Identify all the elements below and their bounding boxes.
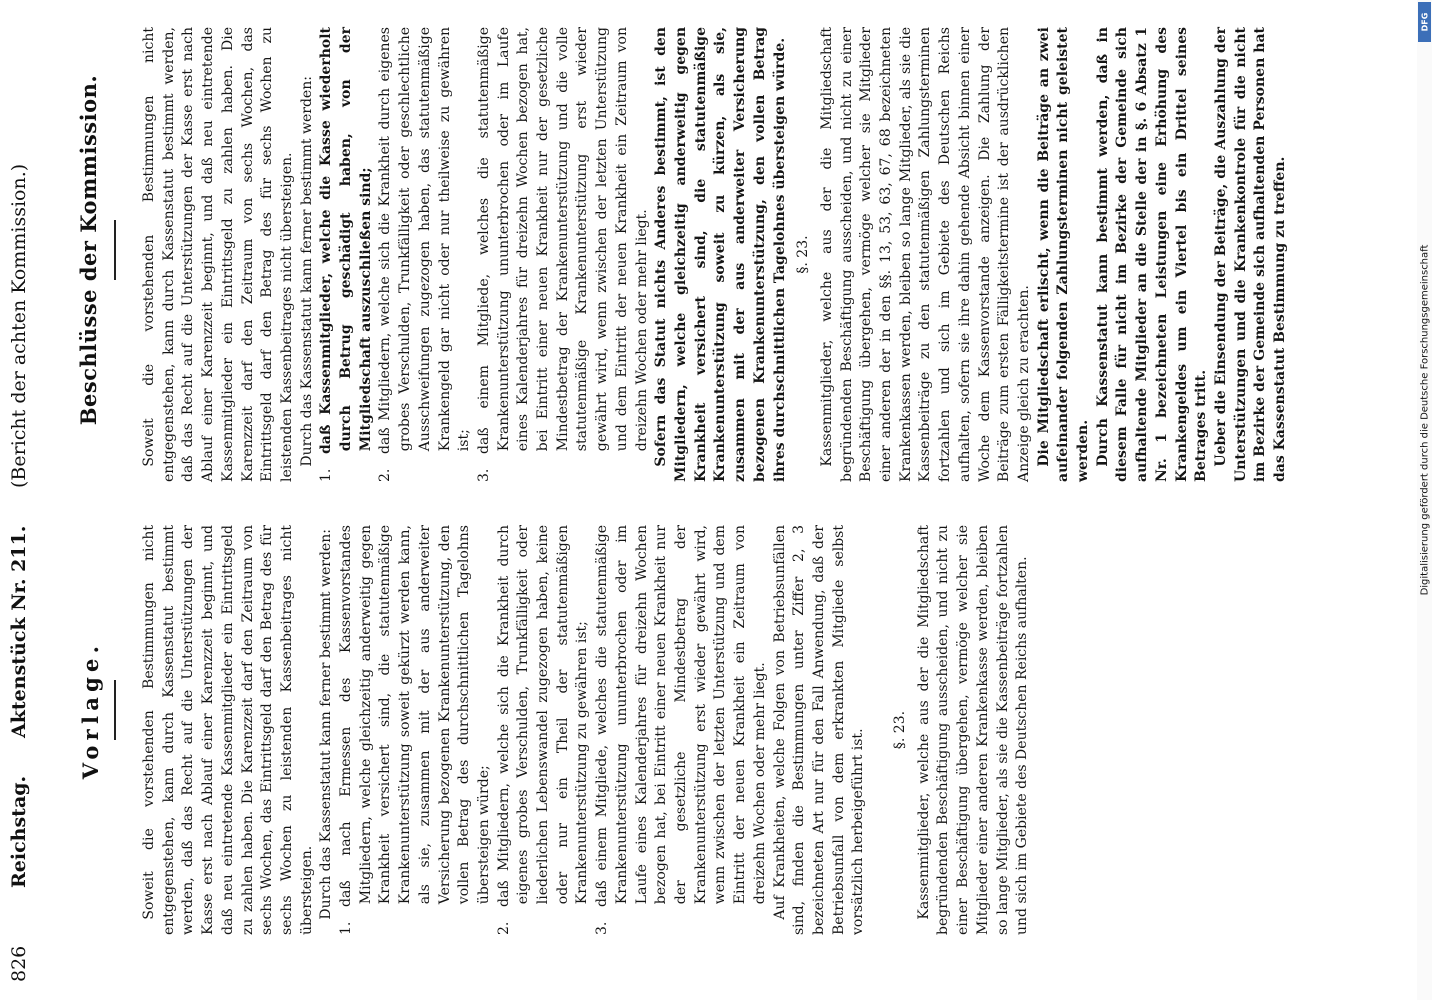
page-number: 826 bbox=[8, 945, 30, 982]
beschluesse-item-3-number: 3. bbox=[475, 468, 492, 482]
beschluesse-item-3-text: daß einem Mitgliede, welches die statutenmäßige Krankenunterstützung ununterbrochen oder im Laufe eines Kalenderjahres für dreizehn Wochen bezogen hat, bei Eintritt einer neuen Krankheit nur der gesetzliche Mindestbetrag der Krankenunterstützung und die volle statutenmäßige Krankenunterstützung erst wieder gewährt wird, wenn zwischen der letzten Unterstützung und dem Eintritt der neuen Krankheit ein Zeitraum von dreizehn Wochen oder mehr liegt. bbox=[475, 27, 650, 454]
beschluesse-item-1-text: daß Kassenmitglieder, welche die Kasse wiederholt durch Betrug geschädigt haben, von der Mitgliedschaft auszuschließen sind; bbox=[318, 27, 374, 454]
vorlage-item-1-text: daß nach Ermessen des Kassenvorstandes Mitgliedern, welche gleichzeitig anderweitig gegen Krankheit versichert sind, die statutenmäßige Krankenunterstützung soweit gekürzt werden kann, als sie, zusammen mit der aus anderweiter Versicherung bezogenen Krankenunterstützung, den vollen Betrag des durchschnittlichen Tagelohns übersteigen würde; bbox=[338, 525, 492, 907]
vorlage-item-3-number: 3. bbox=[594, 921, 611, 935]
dfg-logo-text: DFG bbox=[1420, 12, 1429, 32]
vorlage-par-23: Kassenmitglieder, welche aus der die Mitgliedschaft begründenden Beschäftigung ausscheiden, und nicht zu einer Beschäftigung übergehen, vermöge welcher sie Mitglieder einer anderen Krankenkasse werden, bleiben so lange Mitglieder, als sie die Kassenbeiträge fortzahlen und sich im Gebiete des Deutschen Reichs aufhalten. bbox=[915, 525, 1031, 935]
vorlage-rule bbox=[114, 680, 116, 740]
beschluesse-sofern: Sofern das Statut nichts Anderes bestimmt, ist den Mitgliedern, welche gleichzeitig anderweitig gegen Krankheit versichert sind, die statutenmäßige Krankenunterstützung soweit zu kürzen, als sie, zusammen mit der aus anderweiter Versicherung bezogenen Krankenunterstützung, den vollen Betrag ihres durchschnittlichen Tagelohnes übersteigen würde. bbox=[653, 27, 788, 482]
beschluesse-ueber-einsendung: Ueber die Einsendung der Beiträge, die Auszahlung der Unterstützungen und die Krankenkontrole für die nicht im Bezirke der Gemeinde sich aufhaltenden Personen hat das Kassenstatut Bestimmung zu treffen. bbox=[1212, 27, 1289, 482]
beschluesse-column bbox=[140, 27, 1291, 482]
vorlage-auf-krankheiten: Auf Krankheiten, welche Folgen von Betriebsunfällen sind, finden die Bestimmungen unter Ziffer 2, 3 bezeichneten Art nur für den Fall Anwendung, daß der Betriebsunfall von dem erkrankten Mitgliede selbst vorsätzlich herbeigeführt ist. bbox=[771, 525, 867, 935]
vorlage-item-1 bbox=[337, 525, 495, 935]
beschluesse-intro: Soweit die vorstehenden Bestimmungen nicht entgegenstehen, kann durch Kassenstatut bestimmt werden, daß das Recht auf die Unterstützungen der Kasse erst nach Ablauf einer Karenzzeit beginnt, und daß neu eintretende Kassenmitglieder ein Eintrittsgeld zu zahlen haben. Die Karenzzeit darf den Zeitraum von sechs Wochen, das Eintrittsgeld darf den Betrag des für sechs Wochen zu leistenden Kassenbeitrages nicht übersteigen. bbox=[141, 27, 295, 482]
beschluesse-item-2-text: daß Mitgliedern, welche sich die Krankheit durch eigenes grobes Verschulden, Trunkfälligkeit oder geschlechtliche Ausschweifungen zugezogen haben, das statutenmäßige Krankengeld gar nicht oder nur theilweise zu gewähren ist; bbox=[377, 27, 473, 454]
vorlage-item-2-number: 2. bbox=[495, 921, 512, 935]
beschluesse-ferner: Durch das Kassenstatut kann ferner bestimmt werden: bbox=[298, 76, 315, 467]
vorlage-item-3-text: daß einem Mitgliede, welches die statutenmäßige Krankenunterstützung ununterbrochen oder im Laufe eines Kalenderjahres für dreizehn Wochen bezogen hat, bei Eintritt einer neuen Krankheit nur der gesetzliche Mindestbetrag der Krankenunterstützung erst wieder gewährt wird, wenn zwischen der letzten Unterstützung und dem Eintritt der neuen Krankheit ein Zeitraum von dreizehn Wochen oder mehr liegt. bbox=[594, 525, 768, 907]
beschluesse-durch-kassenstatut: Durch Kassenstatut kann bestimmt werden, daß in diesem Falle für nicht im Bezirke der Gemeinde sich aufhaltende Mitglieder an die Stelle der in §. 6 Absatz 1 Nr. 1 bezeichneten Leistungen eine Erhöhung des Krankengeldes um ein Viertel bis ein Drittel seines Betrages tritt. bbox=[1094, 27, 1210, 482]
beschluesse-item-1-number: 1. bbox=[318, 468, 335, 482]
digitization-note: Digitalisierung gefördert durch die Deutsche Forschungsgemeinschaft bbox=[1419, 244, 1431, 596]
vorlage-section-23: §. 23. bbox=[892, 710, 909, 750]
beschluesse-item-1 bbox=[317, 27, 376, 482]
report-title: (Bericht der achten Kommission.) bbox=[8, 163, 30, 488]
vorlage-item-1-number: 1. bbox=[338, 921, 355, 935]
beschluesse-erlischt: Die Mitgliedschaft erlischt, wenn die Beiträge an zwei aufeinander folgenden Zahlungsterminen nicht geleistet werden. bbox=[1035, 27, 1092, 482]
beschluesse-section-23: §. 23. bbox=[795, 235, 812, 274]
vorlage-ferner: Durch das Kassenstatut kann ferner bestimmt werden: bbox=[318, 529, 335, 920]
vorlage-column bbox=[140, 525, 1033, 935]
document-number: Aktenstück Nr. 211. bbox=[8, 525, 30, 738]
vorlage-intro: Soweit die vorstehenden Bestimmungen nicht entgegenstehen, kann durch Kassenstatut bestimmt werden, daß das Recht auf die Unterstützungen der Kasse erst nach Ablauf einer Karenzzeit beginnt, und daß neu eintretende Kassenmitglieder ein Eintrittsgeld zu zahlen haben. Die Karenzzeit darf den Zeitraum von sechs Wochen, das Eintrittsgeld darf den Betrag des für sechs Wochen zu leistenden Kassenbeitrages nicht übersteigen. bbox=[141, 525, 315, 935]
beschluesse-rule bbox=[114, 220, 116, 280]
dfg-logo-icon bbox=[1418, 2, 1431, 42]
vorlage-item-2-text: daß Mitgliedern, welche sich die Krankheit durch eigenes grobes Verschulden, Trunkfälligkeit oder liederlichen Lebenswandel zugezogen haben, keine oder nur ein Theil der statutenmäßigen Krankenunterstützung zu gewähren ist; bbox=[495, 525, 591, 907]
vorlage-item-2 bbox=[495, 525, 594, 935]
vorlage-item-3 bbox=[593, 525, 770, 935]
beschluesse-item-3 bbox=[475, 27, 652, 482]
chamber-name: Reichstag. bbox=[8, 775, 30, 888]
beschluesse-heading: Beschlüsse der Kommission. bbox=[76, 74, 101, 426]
beschluesse-par-23: Kassenmitglieder, welche aus der die Mitgliedschaft begründenden Beschäftigung ausscheiden, und nicht zu einer Beschäftigung übergehen, vermöge welcher sie Mitglieder einer anderen der in den §§. 13, 53, 63, 67, 68 bezeichneten Krankenkassen werden, bleiben so lange Mitglieder, als sie die Kassenbeiträge zu den statutenmäßigen Zahlungsterminen fortzahlen und sich im Gebiete des Deutschen Reichs aufhalten, sofern sie ihre dahin gehende Absicht binnen einer Woche dem Kassenvorstande anzeigen. Die Zahlung der Beiträge zum ersten Fälligkeitstermine ist der ausdrücklichen Anzeige gleich zu erachten. bbox=[818, 27, 1032, 482]
beschluesse-item-2-number: 2. bbox=[377, 468, 394, 482]
beschluesse-item-2 bbox=[376, 27, 475, 482]
vorlage-heading: Vorlage. bbox=[78, 640, 103, 780]
